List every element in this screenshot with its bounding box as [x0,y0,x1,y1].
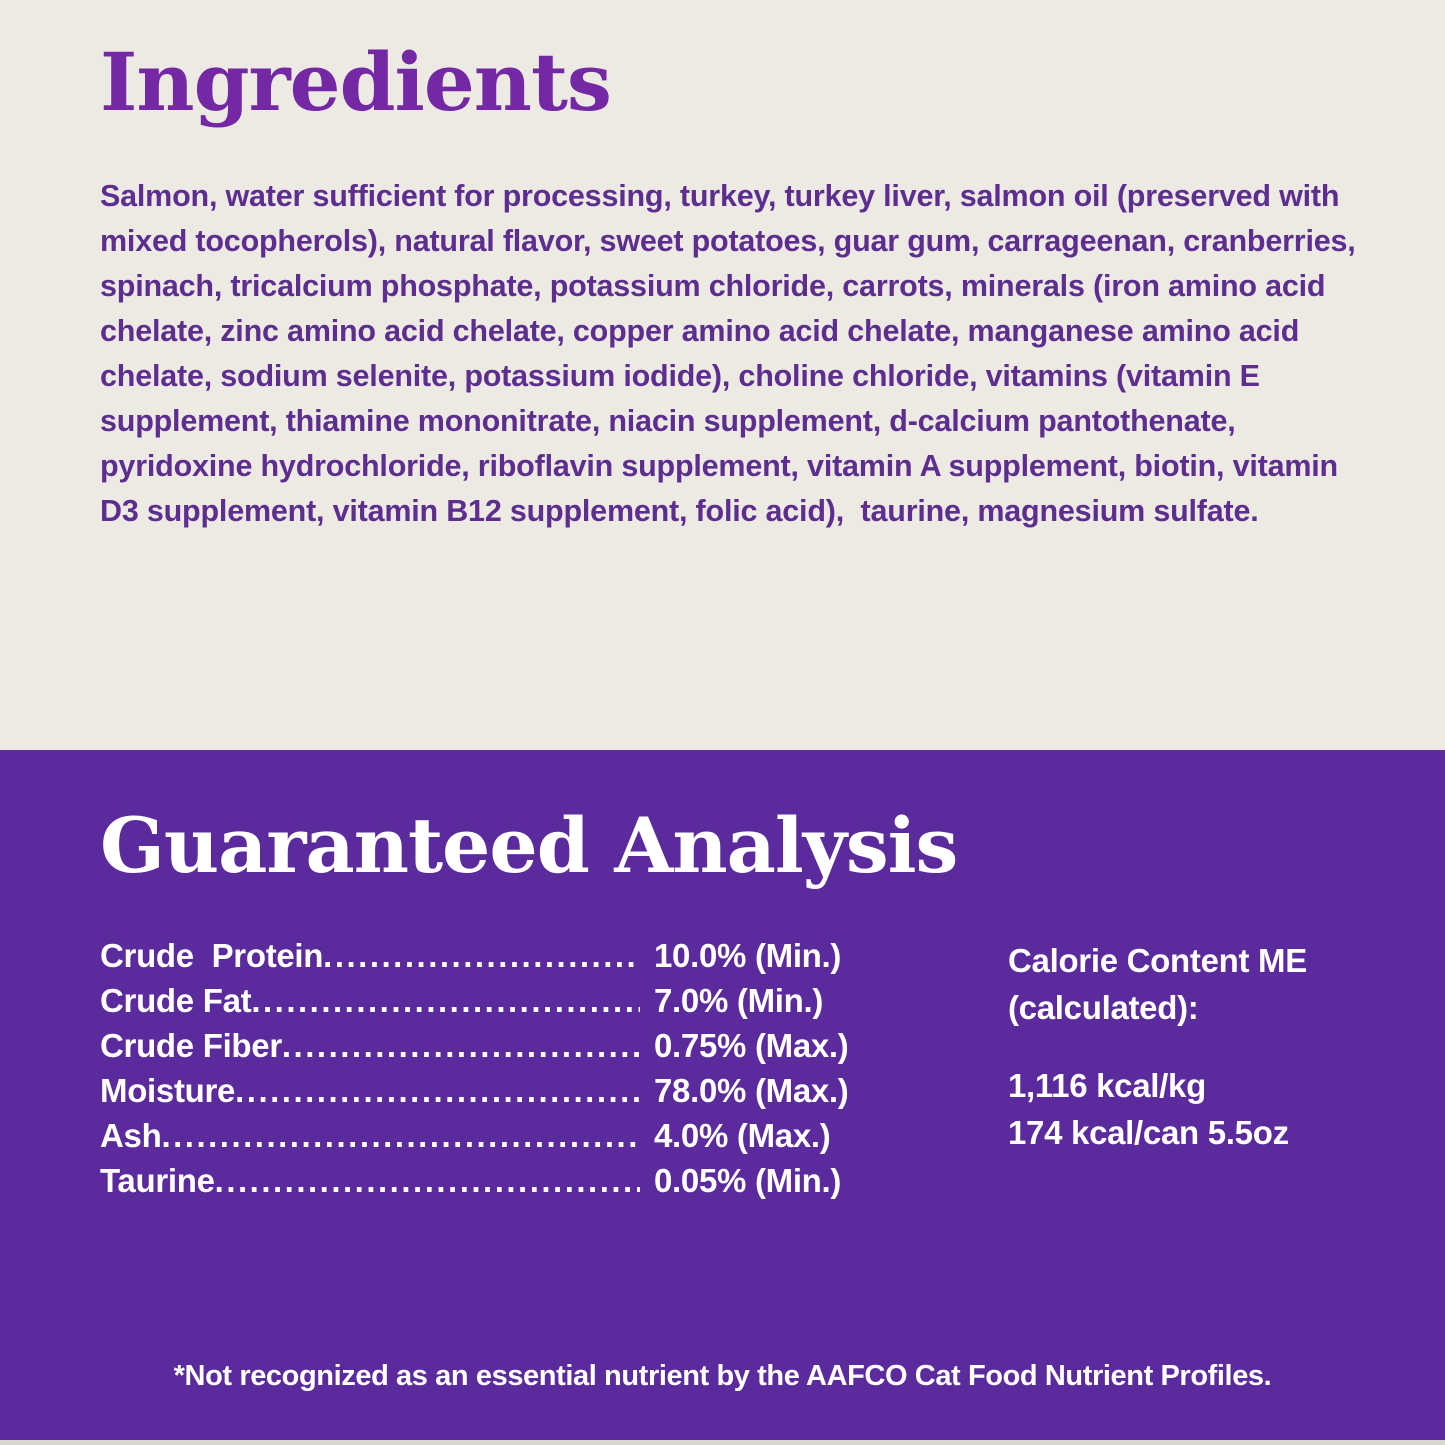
nutrient-value: 4.0% (Max.) [654,1117,831,1155]
nutrient-lead [100,1162,640,1200]
nutrient-value: 0.05% (Min.) [654,1162,842,1200]
nutrient-lead [100,1027,640,1065]
nutrient-value: 78.0% (Max.) [654,1072,849,1110]
analysis-row [100,1117,890,1162]
label-bottom-edge [0,1440,1445,1445]
nutrient-label: Crude Fat [100,982,252,1020]
nutrient-value: 0.75% (Max.) [654,1027,849,1065]
ingredients-title: Ingredients [100,35,611,129]
analysis-columns [100,937,1385,1207]
analysis-row [100,982,890,1027]
analysis-row [100,937,890,982]
nutrient-label: Ash [100,1117,162,1155]
nutrient-label: Taurine [100,1162,215,1200]
analysis-row [100,1027,890,1072]
dot-leader [215,1162,640,1200]
dot-leader [161,1117,640,1155]
nutrient-value: 7.0% (Min.) [654,982,824,1020]
calorie-kcal-per-can: 174 kcal/can 5.5oz [1008,1114,1289,1152]
analysis-row [100,1072,890,1117]
ingredients-text: Salmon, water sufficient for processing, turkey, turkey liver, salmon oil (preserved with mixed tocopherols), natural flavor, sweet potatoes, guar gum, carrageenan, cranberries, spinach, tricalcium phosphate, potassium chloride, carrots, minerals (iron amino acid chelate, zinc amino acid chelate, copper amino acid chelate, manganese amino acid chelate, sodium selenite, potassium iodide), choline chloride, vitamins (vitamin E supplement, thiamine mononitrate, niacin supplement, d-calcium pantothenate, pyridoxine hydrochloride, riboflavin supplement, vitamin A supplement, biotin, vitamin D3 supplement, vitamin B12 supplement, folic acid), taurine, magnesium sulfate. [100,179,1364,528]
dot-leader [323,937,640,975]
dot-leader [251,982,640,1020]
calorie-values [1008,1062,1307,1156]
nutrient-lead [100,1117,640,1155]
calorie-heading-line2: (calculated): [1008,989,1199,1027]
calorie-heading-line1: Calorie Content ME [1008,942,1307,980]
nutrient-label: Crude Protein [100,937,324,975]
nutrient-label: Moisture [100,1072,236,1110]
nutrient-lead [100,1072,640,1110]
aafco-footnote: *Not recognized as an essential nutrient by the AAFCO Cat Food Nutrient Profiles. [173,1360,1272,1392]
nutrient-label: Crude Fiber [100,1027,282,1065]
dot-leader [235,1072,640,1110]
nutrient-lead [100,937,640,975]
nutrient-lead [100,982,640,1020]
guaranteed-analysis-section [0,750,1445,1445]
analysis-table [100,937,890,1207]
dot-leader [282,1027,640,1065]
nutrient-value: 10.0% (Min.) [654,937,842,975]
calorie-content [1008,937,1307,1156]
guaranteed-analysis-title: Guaranteed Analysis [100,801,958,890]
analysis-row [100,1162,890,1207]
calorie-kcal-per-kg: 1,116 kcal/kg [1008,1067,1206,1105]
